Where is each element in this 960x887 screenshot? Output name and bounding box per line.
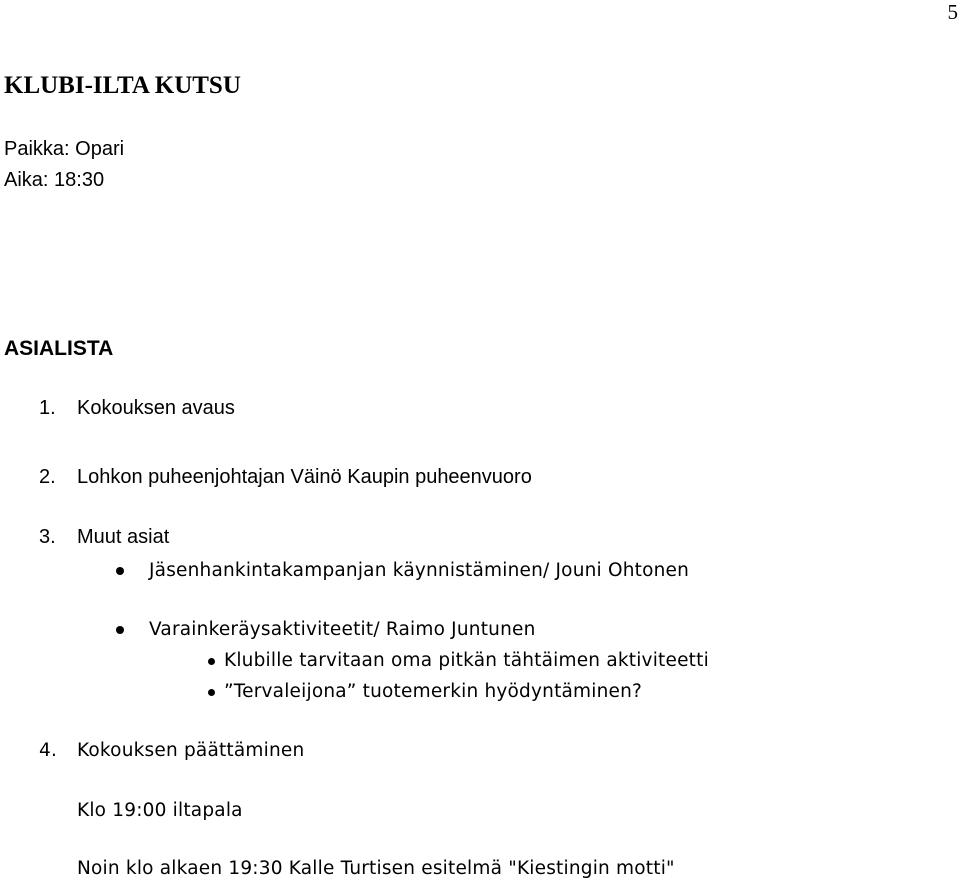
bullet-icon [116, 626, 124, 634]
snack-note: Klo 19:00 iltapala [77, 800, 243, 821]
time-line: Aika: 18:30 [4, 169, 105, 191]
agenda-item-text: Muut asiat [77, 526, 170, 548]
agenda-item-number: 1. [39, 397, 56, 419]
agenda-item-text: Lohkon puheenjohtajan Väinö Kaupin puheenvuoro [77, 466, 532, 488]
agenda-item-number: 4. [39, 740, 58, 761]
agenda-item-number: 3. [39, 526, 56, 548]
agenda-item-text: Kokouksen avaus [77, 397, 235, 419]
agenda-subitem: Varainkeräysaktiviteetit/ Raimo Juntunen [149, 619, 536, 640]
agenda-item-number: 2. [39, 466, 56, 488]
bullet-icon [208, 689, 215, 696]
agenda-subitem: Jäsenhankintakampanjan käynnistäminen/ Jouni Ohtonen [149, 560, 690, 581]
document-title: KLUBI-ILTA KUTSU [4, 72, 241, 99]
agenda-item-text: Kokouksen päättäminen [77, 740, 305, 761]
bullet-icon [116, 567, 124, 575]
page-number: 5 [947, 0, 958, 24]
place-line: Paikka: Opari [4, 138, 125, 160]
agenda-subsubitem: Klubille tarvitaan oma pitkän tähtäimen aktiviteetti [224, 650, 709, 671]
agenda-subsubitem: ”Tervaleijona” tuotemerkin hyödyntäminen? [224, 681, 643, 702]
presentation-note: Noin klo alkaen 19:30 Kalle Turtisen esitelmä "Kiestingin motti" [77, 858, 675, 879]
bullet-icon [208, 658, 215, 665]
agenda-heading: ASIALISTA [4, 337, 114, 360]
